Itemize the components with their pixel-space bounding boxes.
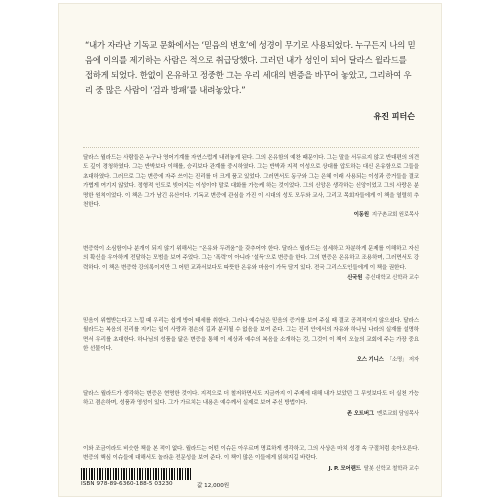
divider [83,147,419,148]
back-cover [59,4,441,496]
featured-quote: “내가 자라난 기독교 문화에서는 ‘믿음의 변호’에 성경이 무기로 사용되었다. 누구든지 나의 믿음에 이의를 제기하는 사람은 적으로 취급당했다. 그러던 내가 성인이 되어 달라스 윌라드를 접하게 되었다. 한없이 온유하고 정중한 그는 우리 세대의 변증을 바꾸어 놓았고, 그리하여 우리 중 많은 사람이 ‘검과 방패’를 내려놓았다.” [85,40,416,95]
review-text: 이와 조금이라도 비슷한 책을 본 적이 없다. 윌라드는 어떤 이슈든 아우르며 명료하게 생각하고, 그의 사상은 마치 성경 속 구절처럼 솟아오른다. 변증의 핵심 이슈들에 대해서도 놀라운 전문성을 보여 준다. 이 책이 많은 이들에게 읽혀지길 바란다. [83,446,419,462]
review-author: 신국원 [347,275,363,282]
review-author: J. P. 모어랜드 [328,465,361,472]
review-author-role: 총신대학교 신학과 교수 [365,275,419,282]
barcode [81,468,193,480]
review-item [83,390,419,419]
featured-quote-author: 유진 피터슨 [373,112,415,121]
review-byline [83,211,419,220]
review-author-role: 멘로교회 담임목사 [376,410,419,417]
review-item [83,245,419,284]
review-text: 변증학이 소심함이나 분개이 되지 않기 위해서는 “온유와 두려움”을 갖추어야 한다. 달라스 윌라드는 섬세하고 차분하게 문제를 이해하고 자신의 확신을 우아하게 전달하는 모범을 보여 주었다. 그는 ‘폭력’이 아니라 ‘설득’으로 변증을 한다. 그의 변증은 온유하고 조용하며, 그러면서도 강력하다. 이 책은 변증학 강의록이지만 그 어떤 교과서보다도 따뜻한 온유와 마음이 가득 담겨 있다. 전국 그리스도인들에게 이 책을 권한다. [83,246,419,271]
price: 값 12,000원 [197,483,230,489]
review-author-role: 지구촌교회 원로목사 [371,212,419,219]
review-byline [83,410,419,419]
review-author: 존 오트버그 [346,410,374,417]
review-item [83,154,419,221]
review-author: 오스 기니스 [356,356,384,363]
review-author: 이동원 [353,212,369,219]
review-item [83,317,419,365]
review-author-role: 「소명」 저자 [386,356,419,363]
isbn: ISBN 978-89-6360-188-5 03230 [81,481,173,487]
review-byline [83,274,419,283]
review-text: 달라스 윌라드는 사람들은 누구나 영어기계를 자연스럽게 내려놓게 된다. 그의 온유함의 예찬 때문이다. 그는 말을 서두르지 않고 반대편의 의견도 깊이 경청하였다. 그는 반박보다 이해를, 승리보다 관계를 중시하였다. 그는 반박과 지적 이성으로 상대를 압도하는 대신 온유함으로 그들을 초대하였다. 그러므로 그는 변증에 자주 쓰이는 진리를 더 크게 품고 있었다. 그러면서도 동구와 그는 은혜 이래 사용되는 이성과 증거들을 결코 가볍게 여기지 않았다. 정형적 인도로 빚어지는 이성이야 말로 대화를 가능케 하는 것이었다. 그의 신앙은 생각하는 신앙이었고 그의 사랑은 분명한 원칙이었다. 이 책은 그가 남긴 유산이다. 기독교 변증에 관심을 가진 이 시대의 성도 모두와 교사, 그리고 목회자들에게 이 책을 열렬히 추천한다. [83,155,419,209]
review-text: 믿음이 위협받는다고 느낄 때 우리는 쉽게 방어 태세를 취한다. 그러나 예수님은 믿음의 증거를 보여 주실 때 결코 공격적이지 않으셨다. 달라스 윌라드는 복음의 진리를 지키는 일이 사랑과 겸손의 길과 분리될 수 없음을 보여 준다. 그는 진리 안에서의 자유와 하나님 나라의 실재를 설명하면서 우리를 초대한다. 하나님의 성품을 닮은 변증을 통해 이 세상과 예수의 복음을 소개하는 것, 그것이 이 책이 오늘의 교회에 주는 가장 중요한 선물이다. [83,318,419,353]
review-text: 달라스 윌라드가 생각하는 변증은 현명한 것이다. 지적으로 더 철저하면서도 지금까지 이 주제에 대해 내가 보았던 그 무엇보다도 더 실천 가능하고 겸손하며, 성품과 영성이 있다. 그가 가르치는 내용은 예수께서 실제로 보여 주신 방법이다. [83,391,419,407]
review-byline [83,356,419,365]
review-author-role: 탈봇 신학교 철학과 교수 [363,465,419,472]
